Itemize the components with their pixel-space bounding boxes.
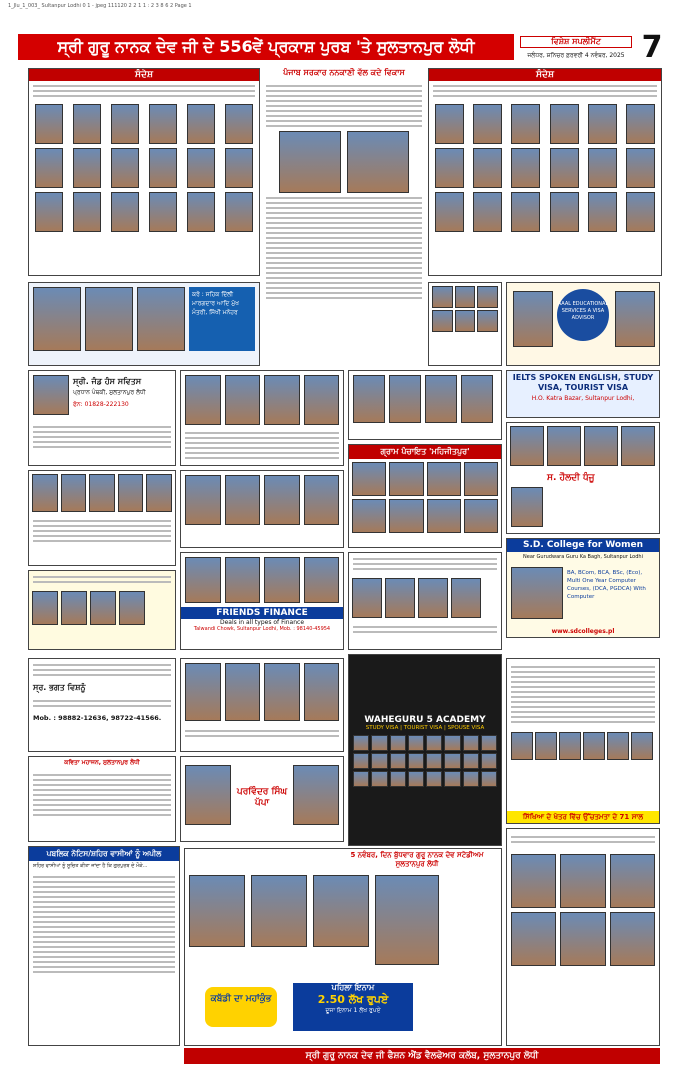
sandhu-ad bbox=[28, 370, 176, 466]
center-headline: ਪੰਜਾਬ ਸਰਕਾਰ ਨਨਕਾਣੀ ਵੱਲ ਕਦੇ ਵਿਕਾਸ bbox=[283, 68, 405, 77]
sandhu-sub: ਪ੍ਰਧਾਨ ਪੰਥਕੀ, ਸੁਲਤਾਨਪੁਰ ਲੋਧੀ bbox=[73, 389, 146, 396]
public-notice-text: ਸ਼ਹਿਰ ਵਾਸੀਆਂ ਨੂੰ ਸੂਚਿਤ ਕੀਤਾ ਜਾਂਦਾ ਹੈ ਕਿ ਗੁਰਪੁਰਬ ਦੇ ਮੌਕੇ... bbox=[33, 863, 148, 869]
kabaddi-ad bbox=[184, 848, 502, 1046]
sd-college-courses: BA, BCom, BCA, BSc, (Eco), Multi One Year Computer Courses, (DCA, PGDCA) With Computer bbox=[567, 570, 646, 600]
leaders-caption: ਕਰੋ : ਸਹਿਕ ਦਿੱਲੀ ਮਾਰਗਦਾਰ ਆਦਿ ਮੁੱਖ ਮੰਤਰੀ, ਸਿੱਖੀ ਮਨੋਹਰ bbox=[189, 287, 255, 351]
portraits-panel-3 bbox=[180, 658, 344, 752]
mahajan-title: ਕਵਿਤਾ ਮਹਾਜਨ, ਸੁਲਤਾਨਪੁਰ ਲੋਧੀ bbox=[64, 759, 140, 766]
friends-finance-sub: Deals in all types of Finance bbox=[219, 619, 305, 626]
waheguru-academy-ad bbox=[348, 654, 502, 846]
dhanju-name: ਸ. ਹੌਲਦੀ ਧੰਜੂ bbox=[547, 473, 595, 483]
sd-college-web: www.sdcolleges.pl bbox=[551, 628, 615, 635]
portraits-right-bottom bbox=[506, 828, 660, 1046]
first-prize-amount: 2.50 ਲੱਖ ਰੁਪਏ bbox=[317, 993, 389, 1006]
kabaddi-event: 5 ਨਵੰਬਰ, ਦਿਨ ਬੁੱਧਵਾਰ ਗੁਰੂ ਨਾਨਕ ਦੇਵ ਸਟੇਡੀਅਮ ਸੁਲਤਾਨਪੁਰ ਲੋਧੀ bbox=[350, 851, 484, 868]
bhagat-ad bbox=[28, 658, 176, 752]
friends-finance-ad bbox=[180, 552, 344, 650]
parvinder-ad bbox=[180, 756, 344, 842]
page-number: 7 bbox=[641, 30, 663, 65]
friends-finance-title: FRIENDS FINANCE bbox=[181, 607, 343, 619]
public-notice-title: ਪਬਲਿਕ ਨੋਟਿਸ/ਸ਼ਹਿਰ ਵਾਸੀਆਂ ਨੂੰ ਅਪੀਲ bbox=[29, 847, 179, 861]
sandesh-right-title: ਸੰਦੇਸ਼ bbox=[429, 69, 661, 81]
waheguru-sub: STUDY VISA | TOURIST VISA | SPOUSE VISA bbox=[365, 725, 485, 731]
center-article bbox=[264, 68, 424, 368]
footer-banner: ਸ੍ਰੀ ਗੁਰੂ ਨਾਨਕ ਦੇਵ ਜੀ ਫੈਸ਼ਨ ਐਂਡ ਵੈਲਫੇਅਰ ਕਲੱਬ, ਸੁਲਤਾਨਪੁਰ ਲੋਧੀ bbox=[184, 1048, 660, 1064]
sandhu-name: ਸ੍ਰੀ. ਜੰਡ ਹੰਸ ਸਵਿਤਸ bbox=[73, 377, 142, 386]
education-logo: AAAL EDUCATIONAL SERVICES A VISA ADVISOR bbox=[557, 289, 609, 341]
group-panel-left bbox=[28, 470, 176, 566]
kabaddi-badge: ਕਬੱਡੀ ਦਾ ਮਹਾਂਕੁੰਭ bbox=[205, 987, 277, 1027]
masthead-title: ਸ੍ਰੀ ਗੁਰੂ ਨਾਨਕ ਦੇਵ ਜੀ ਦੇ 556ਵੇਂ ਪ੍ਰਕਾਸ਼ ਪੁਰਬ 'ਤੇ ਸੁਲਤਾਨਪੁਰ ਲੋਧੀ bbox=[57, 37, 475, 56]
sandesh-left-title: ਸੰਦੇਸ਼ bbox=[29, 69, 259, 81]
waheguru-title: WAHEGURU 5 ACADEMY bbox=[364, 715, 486, 725]
sd-college-title: S.D. College for Women bbox=[507, 539, 659, 552]
gram-panchayat bbox=[348, 444, 502, 548]
greeting-left bbox=[28, 570, 176, 650]
friends-finance-address: Talwandi Chowk, Sultanpur Lodhi, Mob. : 98140-45954 bbox=[193, 626, 331, 632]
ielts-ad bbox=[506, 370, 660, 418]
sandhu-phone: ਫੋਨ: 01828-222130 bbox=[73, 401, 129, 408]
masthead-banner bbox=[18, 34, 514, 60]
sandesh-left-panel bbox=[28, 68, 260, 276]
ielts-title: IELTS SPOKEN ENGLISH, STUDY VISA, TOURIST VISA bbox=[512, 373, 654, 392]
grocery-ad bbox=[348, 552, 502, 650]
sd-college-ad bbox=[506, 538, 660, 638]
group-panel-mid bbox=[180, 470, 344, 548]
mahajan-notice bbox=[28, 756, 176, 842]
dateline: ਜਲੰਧਰ, ਸ਼ਨਿਚਰ ਫ਼ਰਵਰੀ 4 ਨਵੰਬਰ, 2025 bbox=[527, 52, 625, 59]
portraits-panel-2 bbox=[348, 370, 502, 440]
first-prize-label: ਪਹਿਲਾ ਇਨਾਮ bbox=[331, 983, 375, 992]
sikhya-banner: ਸਿੱਖਿਆ ਦੇ ਖੇਤਰ ਵਿੱਚ ਉੱਚਤਮਤਾ ਦੇ 71 ਸਾਲ bbox=[507, 811, 659, 823]
gram-panchayat-title: ਗ੍ਰਾਮ ਪੰਚਾਇਤ 'ਮਹਿਜੀਤਪੁਰ' bbox=[349, 445, 501, 459]
education-ad bbox=[506, 282, 660, 366]
sandesh-right-panel bbox=[428, 68, 662, 276]
page-slug: 1_Jlu_1_003_ Sultanpur Lodhi 0 1 - jpeg 111120 2 2 1 1 : 2 3 8 6 2 Page 1 bbox=[8, 3, 192, 9]
sd-college-sub: Near Gurudwara Guru Ka Bagh, Sultanpur Lodhi bbox=[523, 554, 643, 560]
bhagat-name: ਸ੍ਰ. ਭਗਤ ਵਿਸ਼ਨੂੰ bbox=[33, 683, 86, 692]
second-prize: ਦੂਜਾ ਇਨਾਮ 1 ਲੱਖ ਰੁਪਏ bbox=[325, 1007, 381, 1014]
public-notice bbox=[28, 846, 180, 1046]
vishesh-box bbox=[428, 282, 502, 366]
leaders-box bbox=[28, 282, 260, 366]
bhagat-mobile: Mob. : 98882-12636, 98722-41566. bbox=[33, 714, 162, 722]
school-ad bbox=[506, 658, 660, 824]
portraits-panel-1 bbox=[180, 370, 344, 466]
parvinder-name: ਪਰਵਿੰਦਰ ਸਿੰਘ ਪੱਪਾ bbox=[236, 787, 288, 808]
supplement-label: ਵਿਸ਼ੇਸ਼ ਸਪਲੀਮੈਂਟ bbox=[520, 36, 632, 48]
ielts-address: H.O. Katra Bazar, Sultanpur Lodhi, bbox=[531, 395, 635, 402]
dhanju-ad bbox=[506, 422, 660, 534]
